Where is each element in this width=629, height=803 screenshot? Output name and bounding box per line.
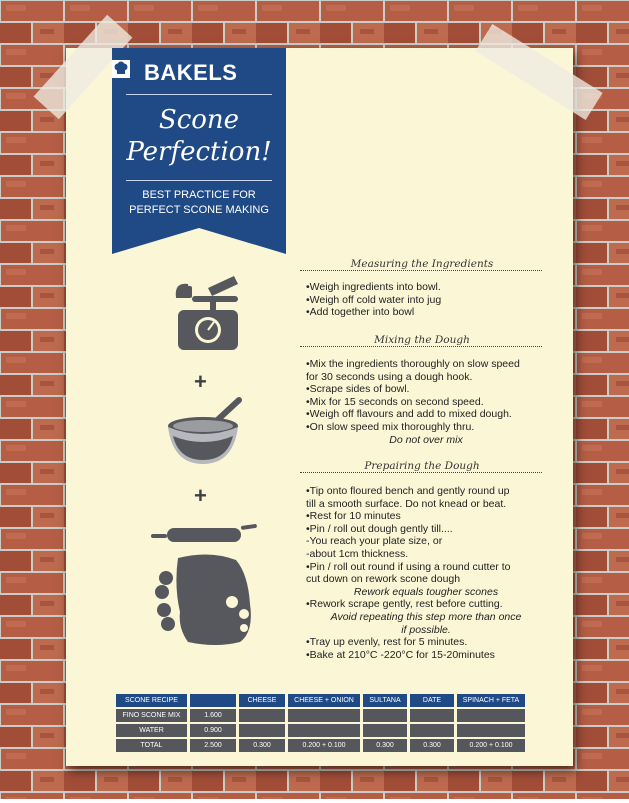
table-header-cell: SPINACH + FETA <box>457 694 525 707</box>
instruction-note: Rework equals tougher scones <box>353 585 499 598</box>
table-cell: 1.600 <box>190 709 236 722</box>
instruction-line: •Weigh off flavours and add to mixed dough. <box>306 408 512 421</box>
plus-icon: + <box>194 483 207 508</box>
tagline <box>112 188 286 218</box>
table-row-label: FINO SCONE MIX <box>116 709 187 722</box>
instruction-line: •Scrape sides of bowl. <box>306 383 410 396</box>
table-cell <box>239 709 285 722</box>
table-cell <box>363 709 407 722</box>
scale-icon <box>172 272 244 352</box>
table-header-row <box>116 694 525 707</box>
instruction-line: •Mix the ingredients thoroughly on slow speed <box>306 358 520 370</box>
table-cell <box>288 709 360 722</box>
brand-logo <box>112 60 286 86</box>
chef-hat-icon <box>112 60 130 78</box>
title-line-1: Scone <box>158 105 240 135</box>
tagline-line-2: PERFECT SCONE MAKING <box>129 204 269 216</box>
title-line-2: Perfection! <box>126 137 272 167</box>
dotted-divider <box>300 472 542 473</box>
table-header-cell: DATE <box>410 694 454 707</box>
table-header-cell: SCONE RECIPE <box>116 694 187 707</box>
instruction-note: if possible. <box>401 623 451 636</box>
table-row-label: TOTAL <box>116 739 187 752</box>
section-heading-prepairing: Prepairing the Dough <box>364 460 480 472</box>
title-banner <box>112 48 286 254</box>
instruction-line: •Rework scrape gently, rest before cutting. <box>306 598 503 611</box>
table-cell: 2.500 <box>190 739 236 752</box>
table-cell <box>410 724 454 737</box>
table-cell: 0.200 + 0.100 <box>288 739 360 752</box>
table-cell <box>239 724 285 737</box>
instruction-line: cut down on rework scone dough <box>306 573 461 586</box>
table-cell: 0.300 <box>363 739 407 752</box>
section-heading-measuring: Measuring the Ingredients <box>350 258 494 270</box>
table-cell: 0.200 + 0.100 <box>457 739 525 752</box>
table-cell <box>457 709 525 722</box>
section-body-prepairing <box>306 485 546 661</box>
table-row <box>116 709 525 722</box>
instruction-line: •Weigh off cold water into jug <box>306 293 442 306</box>
table-cell: 0.300 <box>410 739 454 752</box>
banner-divider-bottom <box>126 180 272 181</box>
instruction-line: •Rest for 10 minutes <box>306 510 401 523</box>
plus-icon: + <box>194 369 207 394</box>
mixing-bowl-icon <box>167 396 245 466</box>
instruction-line: •Mix for 15 seconds on second speed. <box>306 395 484 408</box>
instruction-line: •Pin / roll out round if using a round cutter to <box>306 560 511 573</box>
table-header-cell: SULTANA <box>363 694 407 707</box>
instruction-line: for 30 seconds using a dough hook. <box>306 370 473 383</box>
scone-recipe-table <box>113 692 528 754</box>
instruction-line: -You reach your plate size, or <box>306 535 443 548</box>
instruction-line: till a smooth surface. Do not knead or beat. <box>306 497 507 510</box>
instruction-line: -about 1cm thickness. <box>306 547 409 560</box>
table-cell <box>288 724 360 737</box>
table-header-cell: CHEESE + ONION <box>288 694 360 707</box>
instruction-note: Do not over mix <box>389 433 463 446</box>
instruction-line: •Pin / roll out dough gently till.... <box>306 522 453 535</box>
dotted-divider <box>300 270 542 271</box>
table-cell: 0.900 <box>190 724 236 737</box>
instruction-line: •Bake at 210°C -220°C for 15-20minutes <box>306 648 495 661</box>
brand-name: BAKELS <box>144 60 238 85</box>
banner-divider-top <box>126 94 272 95</box>
scone-dough-icon <box>152 552 256 648</box>
table-header-cell <box>190 694 236 707</box>
table-row-label: WATER <box>116 724 187 737</box>
dotted-divider <box>300 346 542 347</box>
rolling-pin-icon <box>151 520 257 548</box>
section-heading-mixing: Mixing the Dough <box>374 334 470 346</box>
tagline-line-1: BEST PRACTICE FOR <box>142 189 256 201</box>
table-cell <box>363 724 407 737</box>
instruction-line: •Weigh ingredients into bowl. <box>306 281 441 293</box>
table-cell: 0.300 <box>239 739 285 752</box>
table-row <box>116 724 525 737</box>
table-cell <box>410 709 454 722</box>
table-row <box>116 739 525 752</box>
section-body-mixing <box>306 358 546 446</box>
instruction-note: Avoid repeating this step more than once <box>330 610 522 623</box>
instruction-line: •Tip onto floured bench and gently round up <box>306 485 510 497</box>
table-header-cell: CHEESE <box>239 694 285 707</box>
instruction-line: •Tray up evenly, rest for 5 minutes. <box>306 636 468 649</box>
instruction-line: •Add together into bowl <box>306 306 415 319</box>
section-body-measuring <box>306 281 546 319</box>
poster-title <box>112 104 286 168</box>
table-cell <box>457 724 525 737</box>
instruction-line: •On slow speed mix thoroughly thru. <box>306 420 475 433</box>
